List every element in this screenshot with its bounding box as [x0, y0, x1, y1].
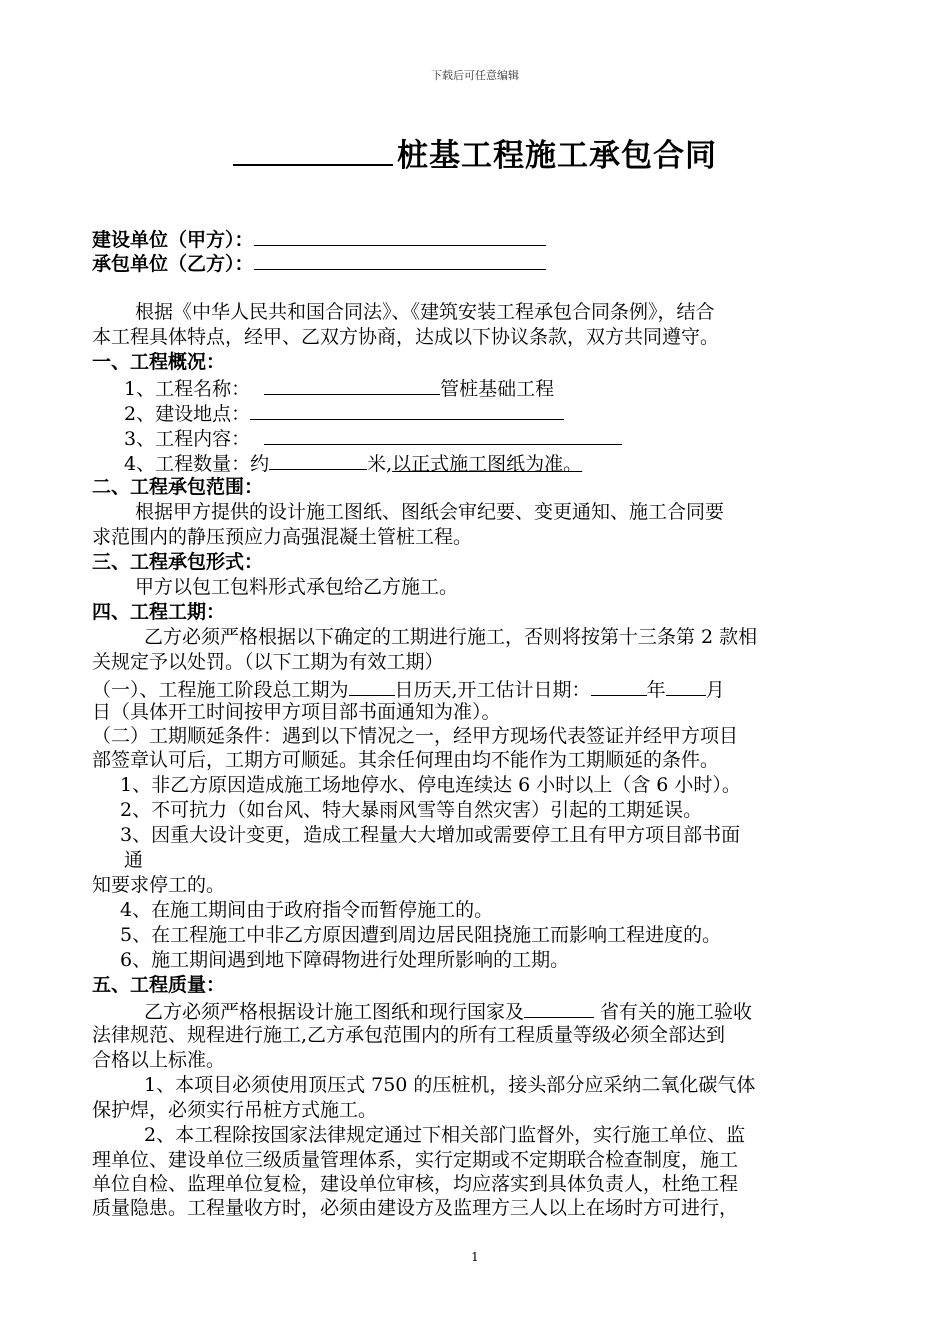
- duration-line-1: 乙方必须严格根据以下确定的工期进行施工，否则将按第十三条第 2 款相: [144, 626, 758, 648]
- quality-item-2-line-4: 质量隐患。工程量收方时，必须由建设方及监理方三人以上在场时方可进行，: [92, 1197, 739, 1219]
- form-line-1: 甲方以包工包料形式承包给乙方施工。: [135, 576, 459, 598]
- contract-title: [0, 130, 950, 175]
- year-blank: [591, 676, 647, 696]
- extension-item-2: 2、不可抗力（如台风、特大暴雨风雪等自然灾害）引起的工期延误。: [120, 799, 703, 821]
- scope-line-1: 根据甲方提供的设计施工图纸、图纸会审纪要、变更通知、施工合同要: [135, 501, 725, 523]
- section-2-heading: 二、工程承包范围：: [92, 476, 264, 498]
- extension-item-5: 5、在工程施工中非乙方原因遭到周边居民阻挠施工而影响工程进度的。: [120, 924, 722, 946]
- project-name-blank: [264, 375, 440, 395]
- days-blank: [349, 676, 395, 696]
- project-content-row: 3、工程内容：: [124, 425, 622, 452]
- total-duration-line-2: 日（具体开工时间按甲方项目部书面通知为准）。: [92, 701, 501, 723]
- quality-item-1-line-2: 保护焊，必须实行吊桩方式施工。: [92, 1099, 378, 1121]
- project-content-blank: [264, 425, 622, 445]
- quantity-blank: [269, 450, 367, 470]
- quality-item-2-line-3: 单位自检、监理单位复检，建设单位审核，均应落实到具体负责人，杜绝工程: [92, 1173, 739, 1195]
- site-location-row: 2、建设地点：: [124, 400, 564, 427]
- quality-line-3: 合格以上标准。: [92, 1049, 226, 1071]
- project-name-row: 1、工程名称： 管桩基础工程: [124, 375, 554, 402]
- intro-line-1: 根据《中华人民共和国合同法》、《建筑安装工程承包合同条例》，结合: [135, 301, 715, 323]
- contractor-blank: [254, 250, 546, 270]
- extension-item-3-line-2: 通: [124, 849, 144, 871]
- province-blank: [524, 998, 594, 1018]
- title-blank: [233, 134, 393, 166]
- party-owner: 建设单位（甲方）：: [92, 226, 546, 253]
- extension-item-4: 4、在施工期间由于政府指令而暂停施工的。: [120, 899, 494, 921]
- header-note: 下载后可任意编辑: [431, 69, 519, 82]
- month-blank: [666, 676, 706, 696]
- section-4-heading: 四、工程工期：: [92, 601, 226, 623]
- quality-item-2-line-1: 2、本工程除按国家法律规定通过下相关部门监督外，实行施工单位、监: [144, 1124, 746, 1146]
- quality-item-2-line-2: 理单位、建设单位三级质量管理体系，实行定期或不定期联合检查制度，施工: [92, 1149, 739, 1171]
- project-name-value: 管桩基础工程: [440, 378, 555, 400]
- quality-line-2: 法律规范、规程进行施工,乙方承包范围内的所有工程质量等级必须全部达到: [92, 1024, 726, 1046]
- site-location-blank: [250, 400, 564, 420]
- section-3-heading: 三、工程承包形式：: [92, 551, 264, 573]
- extension-item-6: 6、施工期间遇到地下障碍物进行处理所影响的工期。: [120, 949, 570, 971]
- extension-item-3-line-1: 3、因重大设计变更，造成工程量大大增加或需要停工且有甲方项目部书面: [120, 824, 741, 846]
- total-duration-row: （一）、工程施工阶段总工期为 日历天,开工估计日期： 年 月: [92, 676, 725, 703]
- quality-item-1-line-1: 1、本项目必须使用顶压式 750 的压桩机，接头部分应采纳二氧化碳气体: [144, 1074, 756, 1096]
- quality-line-1: 乙方必须严格根据设计施工图纸和现行国家及 省有关的施工验收: [144, 998, 752, 1025]
- quantity-row: 4、工程数量：约 米,以正式施工图纸为准。: [124, 450, 582, 477]
- scope-line-2: 求范围内的静压预应力高强混凝土管桩工程。: [92, 526, 473, 548]
- page-number: 1: [471, 1250, 479, 1264]
- extension-item-1: 1、非乙方原因造成施工场地停水、停电连续达 6 小时以上（含 6 小时）。: [120, 774, 741, 796]
- section-1-heading: 一、工程概况：: [92, 351, 226, 373]
- owner-blank: [254, 226, 546, 246]
- quantity-note: 以正式施工图纸为准。: [392, 453, 583, 475]
- section-5-heading: 五、工程质量：: [92, 974, 226, 996]
- extension-line-1: （二）工期顺延条件：遇到以下情况之一，经甲方现场代表签证并经甲方项目: [92, 725, 739, 747]
- party-contractor: 承包单位（乙方）：: [92, 250, 546, 277]
- duration-line-2: 关规定予以处罚。（以下工期为有效工期）: [92, 651, 444, 673]
- extension-line-2: 部签章认可后，工期方可顺延。其余任何理由均不能作为工期顺延的条件。: [92, 749, 720, 771]
- extension-item-3-line-3: 知要求停工的。: [92, 874, 226, 896]
- intro-line-2: 本工程具体特点，经甲、乙双方协商，达成以下协议条款，双方共同遵守。: [92, 326, 720, 348]
- title-text: 桩基工程施工承包合同: [397, 138, 717, 174]
